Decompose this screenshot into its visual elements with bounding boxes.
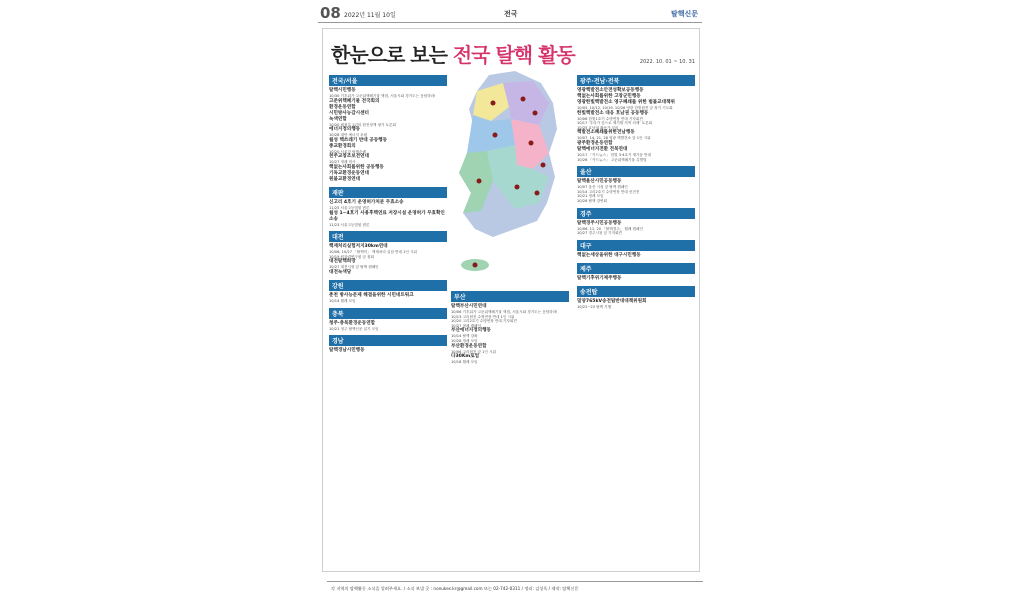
organization-name: 탈핵경주시민공동행동 [577,220,622,226]
organization-name: 핵재처리실험저지30km연대 [329,244,388,250]
region-title: 충북 [329,308,447,319]
organization-name: 다30Km로업 [451,354,480,360]
organization-name: 핵없는사회를위한 고창군민행동 [577,94,641,99]
region-section [329,231,447,276]
activity-item: 10/21 청주 탈핵신문 읽기 모임 [329,326,379,331]
organization-name: 부산환경운동연합 [451,343,487,349]
activity-item: 10/19 원자력연구원 앞 집회 [329,254,375,259]
region-section [577,240,695,259]
activity-item: 10/27 대전시청 앞 탈핵 캠페인 [329,265,379,270]
right-column [577,75,695,313]
region-section [577,263,695,282]
organization-name: 밀양765kV송전탑반대대책위원회 [577,298,647,304]
activity-item: 10/25 호남권 활동가 모임 [577,125,619,130]
region-title: 울산 [577,166,695,177]
organization-name: 원불교환경연대 [329,176,361,182]
organization-name: 춘천 방사능문제 해결을위한 시민네트워크 [329,292,414,298]
organization-name: 영광핵발전소안전성확보공동행동 [577,88,644,93]
region-section [577,286,695,310]
region-title: 경주 [577,208,695,219]
organization-name: 신고리 4호기 운영허가처분 무효소송 [329,199,404,205]
map-marker [515,185,520,190]
organization-name: 핵발전소폐쇄를위한전남행동 [577,130,635,136]
organization-name: 에너지정의행동 [329,127,361,133]
activity-item: 10/06, 11, 20 「탈핵경주」 월례 캠페인 [577,226,643,231]
activity-item: 10/20 서울강 탈핵순례 [329,149,366,154]
activity-item: 10/28 대안 에너지 포럼 [329,133,368,138]
map-marker [535,191,540,196]
map-marker [493,133,498,138]
page-title [331,39,575,68]
organization-name: 기독교환경운동연대 [329,170,369,176]
organization-name: 부산에너지정의행동 [451,328,491,334]
region-title: 제주 [577,263,695,274]
region-title: 전국/서울 [329,75,447,86]
region-title: 송전탑 [577,286,695,297]
section-name: 전국 [504,10,518,18]
organization-name: 대전녹색당 [329,269,352,275]
region-title: 대전 [329,231,447,242]
map-marker [491,101,496,106]
activity-item: 10/27 경주시청 앞 기자회견 [577,231,623,236]
activity-item: 10/07, 14, 21, 28 영광 핵발전소 앞 1인 시위 [577,136,651,141]
middle-column [451,291,569,369]
activity-item: 10/30 기후위기·고준위핵폐기물 핵집, 서울시와 경기도는 응답하라! [329,94,436,98]
activity-item: 11/23 서울고등법원 변론 [329,222,370,227]
organization-name: 종교환경회의 [329,143,356,149]
map-marker [529,141,534,146]
organization-name: 탈핵경남시민행동 [329,348,365,354]
newspaper-page [318,0,702,591]
issue-date: 2022년 11월 10일 [344,12,396,19]
activity-item: 10/27 정례 미사 [329,160,356,165]
period-label: 2022. 10. 01 ~ 10. 31 [639,59,695,65]
activity-item: 10/18 월례 모임 [451,360,478,365]
footer-note: 각 지역의 탈핵활동 소식을 알려주세요. / 소식 보낼 곳 : nonukes.kr@gmail.com 또는 02-742-0311 / 정리: 김성욱 / 제작: 탈핵신문 [327,581,703,596]
organization-name: 월성 핵쓰레기 반대 공동행동 [329,137,388,143]
activity-item: 10/13 고리원전 수명연장 반대 1인 시위 [451,314,515,319]
activity-item: 10/06 한빛1호기 수명연장 반대 기자회견 [577,116,643,121]
organization-name: 월성 1~4호기 사용후핵연료 저장시설 운영허가 무효확인소송 [329,210,445,222]
region-section [451,291,569,365]
organization-name: 탈핵기후위기제주행동 [577,275,622,281]
region-title: 경남 [329,335,447,346]
organization-name: 탈핵시민행동 [329,88,356,93]
region-title: 재판 [329,187,447,198]
region-section [329,308,447,332]
organization-name: 고준위핵폐기물 전국회의 [329,98,380,104]
page-number: 08 [320,4,341,22]
activity-item: 10/06, 10/27 「탈핵이」 핵재처리 실험 반대 1인 시위 [329,250,417,255]
organization-name: 탈핵에너지전환 전북연대 [577,146,628,152]
activity-item: 10/17 ‘우리가 앞으로 제기할 지역 의제’ 토론회 [577,121,653,126]
region-title: 부산 [451,291,569,302]
region-section [329,75,447,183]
region-section [329,187,447,227]
region-section [577,208,695,236]
region-title: 강원 [329,280,447,291]
map-marker [541,163,546,168]
organization-name: 탈핵부산시민연대 [451,304,487,309]
activity-item: 10/14 탈핵 강좌 [451,334,478,339]
organization-name: 청주·충북환경운동연합 [329,320,376,326]
region-title: 광주·전남·전북 [577,75,695,86]
activity-item: 10/20 고리2호기 수명연장 반대 기자회견 [451,319,517,324]
left-column [329,75,447,358]
page-header-bar [318,4,702,23]
title-part-2: 전국 탈핵 활동 [452,43,575,67]
activity-item: 11/25 서울고등법원 변론 [329,205,370,210]
organization-name: 탈핵울산시민공동행동 [577,179,622,185]
paper-logo: 탈핵신문 [670,10,698,18]
organization-name: 대전탈핵희망 [329,259,356,265]
organization-name: 환경운동연합 [329,104,356,110]
organization-name: 녹색연합 [329,116,347,122]
activity-item: 10/17 「카드뉴스」 한빛 3·4호기 재가동 반대 [577,152,652,157]
map-marker [477,179,482,184]
activity-item: 10/06 고리원전 앞 1인 시위 [451,349,496,354]
map-marker [473,263,478,268]
activity-item: 10/28 정례 모임 [451,338,478,343]
activity-item: 10/21 정례 모임 [577,194,604,199]
activity-item: 10/28 탈핵 강연회 [577,198,607,203]
activity-item: 10/20 새정부 1년의 원전정책 평가 토론회 [329,122,396,127]
activity-item: 10/27 정례 캠페인 [451,323,481,328]
activity-item: 10/14 고리2호기 수명연장 반대 선전전 [577,189,640,194]
region-section [577,166,695,203]
organization-name: 시민방사능감시센터 [329,110,369,116]
activity-item: 10/05, 10/12, 10/19, 10/26 영광 한빛원전 앞 정기 기도회 [577,106,673,110]
organization-name: 천주교창조보전연대 [329,154,369,160]
region-title: 대구 [577,240,695,251]
organization-name: 광주환경운동연합 [577,140,613,146]
title-part-1: 한눈으로 보는 [331,43,447,67]
map-marker [521,97,526,102]
activity-item: 10/06 기후위기·고준위핵폐기물 핵집, 서울시와 경기도는 응답하라! [451,310,558,314]
region-section [329,280,447,304]
map-marker [533,111,538,116]
organization-name: 핵없는사회를위한 공동행동 [329,164,384,170]
activity-item: 10/22~23 탈핵 기행 [577,304,612,309]
organization-name: 한빛핵발전소 대응 호남권 공동행동 [577,110,649,116]
region-section [577,75,695,162]
korea-map [445,69,573,281]
article-frame [322,28,700,591]
activity-item: 10/07 울산 시청 앞 탈핵 캠페인 [577,185,628,190]
organization-name: 영광한빛핵발전소 영구폐쇄를 위한 범불교대책위 [577,100,675,105]
region-section [329,335,447,354]
activity-item: 10/14 월례 모임 [329,298,356,303]
activity-item: 10/26 「카드뉴스」 고준위핵폐기물 특별법 [577,157,647,162]
organization-name: 핵없는세상을위한 대구시민행동 [577,252,641,258]
